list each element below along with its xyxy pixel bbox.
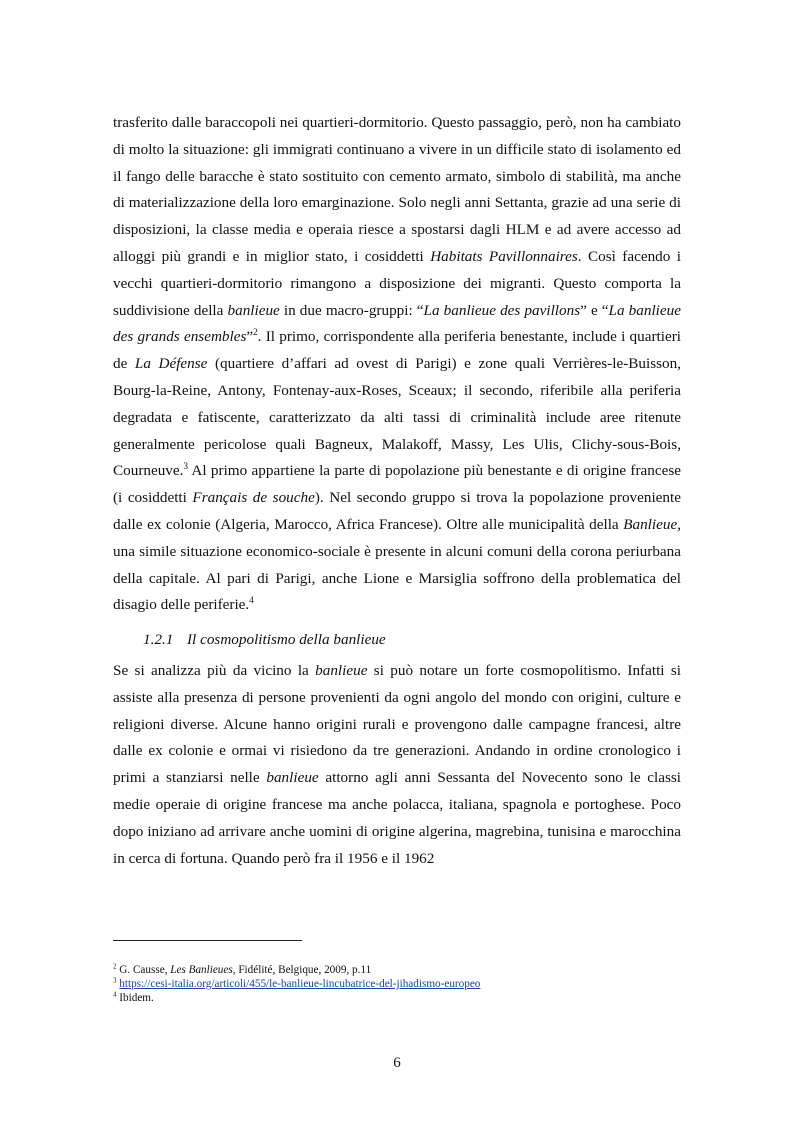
footnote-4 xyxy=(113,991,681,1005)
text-run: ” xyxy=(246,328,254,346)
footnote-ref[interactable]: 2 xyxy=(253,327,258,338)
text-run: , una simile situazione economico-sociale è presente in alcuni comuni della corona periurbana della capitale. Al pari di Parigi, anche Lione e Marsiglia soffrono della problematica del disagio delle periferie. xyxy=(113,515,681,614)
italic-term: La banlieue des grands ensembles xyxy=(113,301,681,346)
paragraph xyxy=(113,110,681,619)
text-run: ” e “ xyxy=(580,301,609,319)
footnote-ref[interactable]: 3 xyxy=(183,461,188,472)
text-run: Ibidem. xyxy=(116,992,154,1004)
text-run: , Fidélité, Belgique, 2009, p.11 xyxy=(232,964,372,976)
text-run: in due macro-gruppi: “ xyxy=(279,301,424,319)
text-run: Se si analizza più da vicino la xyxy=(113,661,316,679)
italic-term: banlieue xyxy=(227,301,280,319)
page-number: 6 xyxy=(393,1055,401,1071)
italic-term: Habitats Pavillonnaires xyxy=(430,247,578,265)
text-run: attorno agli anni Sessanta del Novecento sono le classi medie operaie di origine francese ma anche polacca, italiana, spagnola e portoghese. Poco dopo iniziano ad arrivare anche uomini di origine algerina, magrebina, tunisina e marocchina in cerca di fortuna. Quando però fra il 1956 e il 1962 xyxy=(113,769,682,867)
text-run: ). Nel secondo gruppo si trova la popolazione proveniente dalle ex colonie (Algeria, Marocco, Africa Francese). Oltre alle municipalità della xyxy=(113,489,681,533)
section-title: Il cosmopolitismo della banlieue xyxy=(187,631,386,649)
section-heading xyxy=(113,627,681,654)
footnote-number: 4 xyxy=(113,990,117,999)
footnotes xyxy=(113,963,681,1005)
section-number: 1.2.1 xyxy=(143,631,174,649)
footnote-3 xyxy=(113,977,681,991)
footnote-number: 2 xyxy=(113,962,117,971)
italic-term: La Défense xyxy=(134,355,208,373)
footnote-ref[interactable]: 4 xyxy=(249,595,254,606)
italic-term: Les Banlieues xyxy=(170,964,233,976)
footnote-link[interactable]: https://cesi-italia.org/articoli/455/le-banlieue-lincubatrice-del-jihadismo-europeo xyxy=(119,978,481,990)
text-run: si può notare un forte cosmopolitismo. Infatti si assiste alla presenza di persone provenienti da ogni angolo del mondo con origini, culture e religioni diverse. Alcune hanno origini rurali e provengono dalle campagne francesi, altre dalle ex colonie e ormai vi risiedono da tre generazioni. Andando in ordine cronologico i primi a stanziarsi nelle xyxy=(113,661,681,787)
italic-term: Banlieue xyxy=(623,515,678,533)
text-run: . Così facendo i vecchi quartieri-dormitorio rimangono a disposizione dei migranti. Questo comporta la suddivisione della xyxy=(113,247,681,319)
italic-term: banlieue xyxy=(266,769,319,787)
text-run: . Il primo, corrispondente alla periferia benestante, include i quartieri de xyxy=(113,328,681,373)
footnote-separator xyxy=(113,940,302,941)
italic-term: La banlieue des pavillons xyxy=(423,301,581,319)
body-text xyxy=(113,110,681,872)
paragraph xyxy=(113,658,681,872)
text-run: (quartiere d’affari ad ovest di Parigi) e zone quali Verrières-le-Buisson, Bourg-la-Reine, Antony, Fontenay-aux-Roses, Sceaux; il secondo, riferibile alla periferia degradata e fatiscente, caratterizzato da alti tassi di criminalità include aree ritenute generalmente pericolose quali Bagneux, Malakoff, Massy, Les Ulis, Clichy-sous-Bois, Courneuve. xyxy=(113,355,682,480)
text-run: trasferito dalle baraccopoli nei quartieri-dormitorio. Questo passaggio, però, non ha cambiato di molto la situazione: gli immigrati continuano a vivere in un difficile stato di isolamento ed il fango delle baracche è stato sostituito con cemento armato, simbolo di stabilità, ma anche di materializzazione della loro emarginazione. Solo negli anni Settanta, grazie ad una serie di disposizioni, la classe media e operaia riesce a spostarsi dagli HLM e ad avere accesso ad alloggi più grandi e in miglior stato, i cosiddetti xyxy=(113,114,681,265)
text-run: Al primo appartiene la parte di popolazione più benestante e di origine francese (i cosiddetti xyxy=(113,462,681,507)
footnote-number: 3 xyxy=(113,976,117,985)
footnote-2 xyxy=(113,963,681,977)
italic-term: Français de souche xyxy=(192,489,315,507)
italic-term: banlieue xyxy=(315,661,368,679)
text-run: G. Causse, xyxy=(116,964,171,976)
